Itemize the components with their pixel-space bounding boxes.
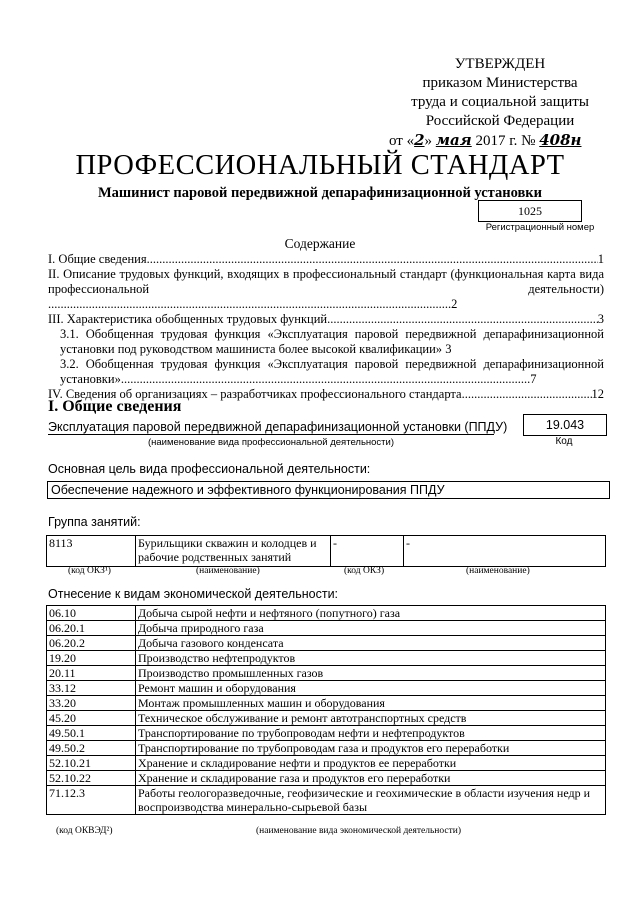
document-title: ПРОФЕССИОНАЛЬНЫЙ СТАНДАРТ bbox=[75, 150, 565, 181]
group-code-cell: 8113 bbox=[47, 536, 136, 567]
econ-name-cell: Техническое обслуживание и ремонт автотранспортных средств bbox=[136, 711, 606, 726]
table-row bbox=[47, 741, 606, 756]
handwritten-number: 408н bbox=[539, 131, 582, 149]
goal-box: Обеспечение надежного и эффективного функционирования ППДУ bbox=[47, 481, 610, 499]
table-row bbox=[47, 786, 606, 815]
goal-label: Основная цель вида профессиональной деятельности: bbox=[48, 462, 371, 476]
toc-item[interactable]: 3.2. Обобщенная трудовая функция «Эксплуатация паровой передвижной депарафинизационной установки»...................................................................................................................................7 bbox=[60, 357, 604, 386]
table-row bbox=[47, 726, 606, 741]
table-row bbox=[47, 536, 606, 567]
econ-code-cell: 52.10.21 bbox=[47, 756, 136, 771]
econ-code-cell: 33.20 bbox=[47, 696, 136, 711]
approval-line: приказом Министерства bbox=[422, 75, 578, 91]
activity-code-box: 19.043 bbox=[523, 414, 607, 436]
toc-item[interactable]: IV. Сведения об организациях – разработчиках профессионального стандарта ..... 12 bbox=[48, 387, 604, 402]
table-row bbox=[47, 696, 606, 711]
econ-code-cell: 06.20.2 bbox=[47, 636, 136, 651]
econ-name-cell: Монтаж промышленных машин и оборудования bbox=[136, 696, 606, 711]
group-label: Группа занятий: bbox=[48, 515, 141, 529]
table-row bbox=[47, 621, 606, 636]
econ-code-cell: 52.10.22 bbox=[47, 771, 136, 786]
handwritten-day: 2 bbox=[414, 131, 425, 149]
econ-name-cell: Хранение и складирование газа и продуктов его переработки bbox=[136, 771, 606, 786]
econ-name-cell: Хранение и складирование нефти и продуктов ее переработки bbox=[136, 756, 606, 771]
approval-line: труда и социальной защиты bbox=[411, 94, 589, 110]
table-row bbox=[47, 636, 606, 651]
econ-name-cell: Добыча сырой нефти и нефтяного (попутного) газа bbox=[136, 606, 606, 621]
approval-title: УТВЕРЖДЕН bbox=[454, 56, 546, 72]
table-row bbox=[47, 771, 606, 786]
toc-item[interactable]: 3.1. Обобщенная трудовая функция «Эксплуатация паровой передвижной депарафинизационной установки под руководством машиниста более высокой квалификации» 3 bbox=[60, 327, 604, 356]
econ-name-cell: Работы геологоразведочные, геофизические и геохимические в области изучения недр и воспроизводства минерально-сырьевой базы bbox=[136, 786, 606, 815]
activity-kind-caption: (наименование вида профессиональной деятельности) bbox=[147, 437, 395, 448]
table-row bbox=[47, 681, 606, 696]
econ-name-cell: Транспортирование по трубопроводам нефти и нефтепродуктов bbox=[136, 726, 606, 741]
econ-name-cell: Ремонт машин и оборудования bbox=[136, 681, 606, 696]
toc-item[interactable]: I. Общие сведения ..... 1 bbox=[48, 252, 604, 267]
econ-code-cell: 45.20 bbox=[47, 711, 136, 726]
handwritten-month: мая bbox=[435, 131, 472, 149]
econ-name-cell: Производство нефтепродуктов bbox=[136, 651, 606, 666]
table-of-contents bbox=[48, 252, 604, 402]
group-name-cell: Бурильщики скважин и колодцев и рабочие родственных занятий bbox=[136, 536, 331, 567]
table-row bbox=[47, 606, 606, 621]
table-row bbox=[47, 651, 606, 666]
economic-activity-table bbox=[46, 605, 606, 815]
econ-code-cell: 49.50.1 bbox=[47, 726, 136, 741]
table-row bbox=[47, 666, 606, 681]
group-code2-cell: - bbox=[331, 536, 404, 567]
table-row bbox=[47, 756, 606, 771]
table-row bbox=[47, 711, 606, 726]
activity-code-caption: Код bbox=[555, 436, 573, 447]
econ-code-cell: 06.20.1 bbox=[47, 621, 136, 636]
econ-code-cell: 33.12 bbox=[47, 681, 136, 696]
approval-line: Российской Федерации bbox=[425, 113, 575, 129]
econ-code-cell: 71.12.3 bbox=[47, 786, 136, 815]
econ-code-cell: 20.11 bbox=[47, 666, 136, 681]
document-subtitle: Машинист паровой передвижной депарафинизационной установки bbox=[98, 185, 542, 201]
activity-kind: Эксплуатация паровой передвижной депарафинизационной установки (ППДУ) bbox=[48, 420, 508, 434]
econ-label: Отнесение к видам экономической деятельности: bbox=[48, 587, 339, 601]
econ-name-cell: Добыча газового конденсата bbox=[136, 636, 606, 651]
contents-heading: Содержание bbox=[284, 236, 356, 251]
approval-date: от «2» мая 2017 г. № 408н bbox=[389, 131, 582, 149]
section-heading: I. Общие сведения bbox=[48, 398, 182, 415]
econ-name-cell: Добыча природного газа bbox=[136, 621, 606, 636]
registration-caption: Регистрационный номер bbox=[485, 222, 595, 233]
econ-code-cell: 49.50.2 bbox=[47, 741, 136, 756]
toc-item[interactable]: II. Описание трудовых функций, входящих в профессиональный стандарт (функциональная карта вида профессиональной деятельности) .................................................................................................................................2 bbox=[48, 267, 604, 311]
occupation-group-table bbox=[46, 535, 606, 567]
approval-block bbox=[385, 55, 615, 151]
toc-item[interactable]: III. Характеристика обобщенных трудовых функций ..... 3 bbox=[48, 312, 604, 327]
econ-code-cell: 19.20 bbox=[47, 651, 136, 666]
econ-name-cell: Транспортирование по трубопроводам газа и продуктов его переработки bbox=[136, 741, 606, 756]
econ-code-cell: 06.10 bbox=[47, 606, 136, 621]
econ-name-cell: Производство промышленных газов bbox=[136, 666, 606, 681]
group-name2-cell: - bbox=[404, 536, 606, 567]
registration-number-box: 1025 bbox=[478, 200, 582, 222]
